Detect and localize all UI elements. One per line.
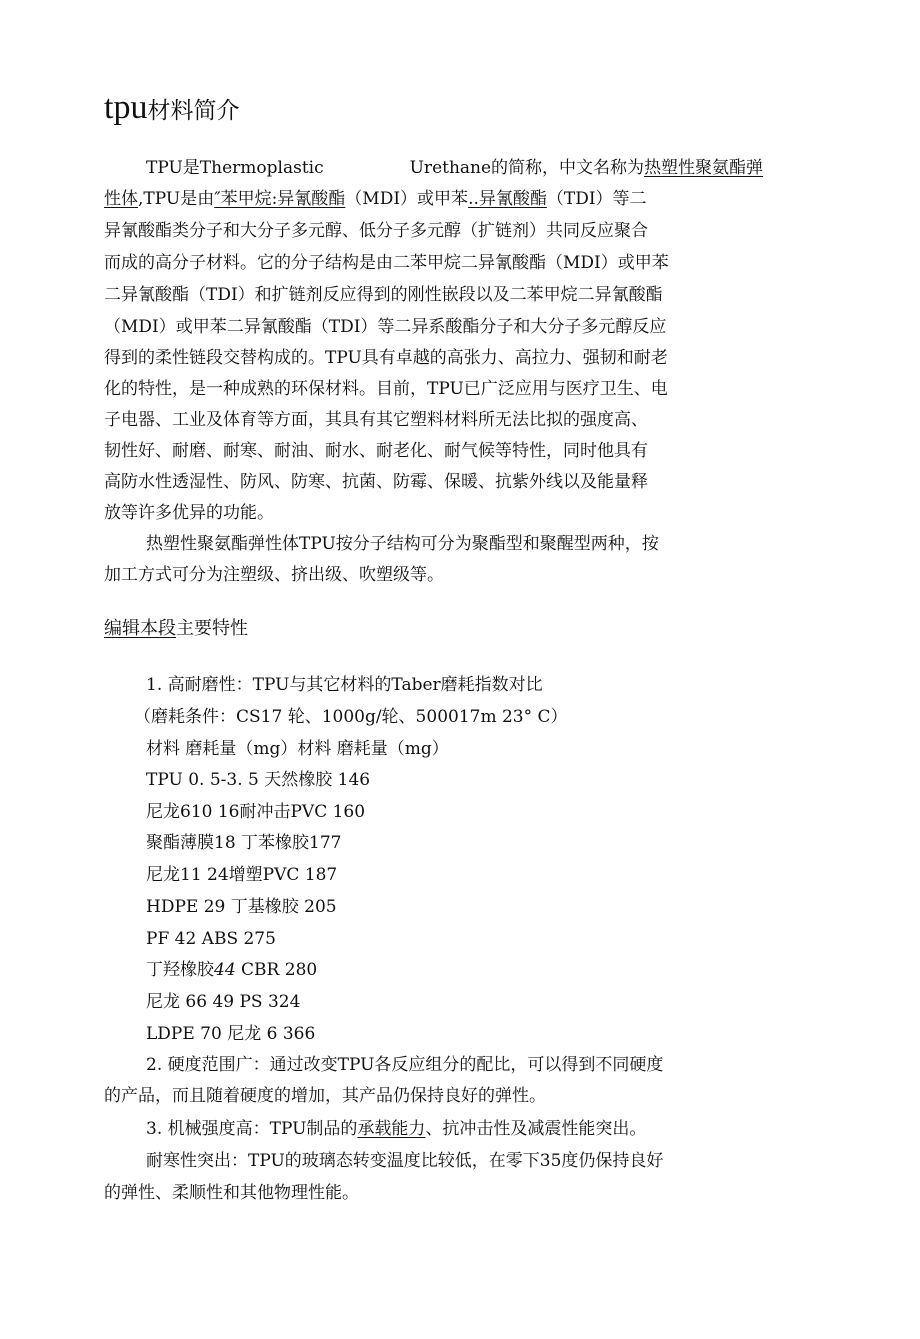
- edit-section-link[interactable]: 编辑本段: [104, 618, 176, 639]
- abrasion-table-row: LDPE 70 尼龙 6 366: [146, 1024, 316, 1044]
- section-heading: [104, 617, 248, 641]
- intro-text: ,TPU是由: [138, 189, 215, 209]
- feature-1-conditions: （磨耗条件：CS17 轮、1000g/轮、500017m 23° C）: [134, 707, 568, 727]
- abrasion-table-row: 尼龙 66 49 PS 324: [146, 992, 301, 1012]
- intro-line-9: 子电器、工业及体育等方面，其具有其它塑料材料所无法比拟的强度高、: [104, 410, 648, 430]
- intro-line-3: 异氰酸酯类分子和大分子多元醇、低分子多元醇（扩链剂）共同反应聚合: [104, 221, 648, 241]
- abrasion-table-row: HDPE 29 丁基橡胶 205: [146, 897, 337, 917]
- intro-line-11: 高防水性透湿性、防风、防寒、抗菌、防霉、保暖、抗紫外线以及能量释: [104, 472, 648, 492]
- link-tdi[interactable]: ..异氰酸酯: [468, 189, 547, 209]
- feature-3-line: [146, 1118, 646, 1140]
- abrasion-table-row: [146, 959, 317, 981]
- row-value: 44: [214, 960, 236, 980]
- intro-line-2: [104, 188, 647, 210]
- feature-4-line-2: 的弹性、柔顺性和其他物理性能。: [104, 1183, 359, 1203]
- title-latin: tpu: [104, 89, 148, 126]
- link-elastomer[interactable]: 性体: [104, 189, 138, 209]
- link-mdi[interactable]: ″苯甲烷:异氰酸酯: [214, 189, 346, 209]
- intro-line-8: 化的特性，是一种成熟的环保材料。目前，TPU已广泛应用与医疗卫生、电: [104, 379, 668, 399]
- intro-line-12: 放等许多优异的功能。: [104, 503, 274, 523]
- intro-line-4: 而成的高分子材料。它的分子结构是由二苯甲烷二异氰酸酯（MDI）或甲苯: [104, 253, 669, 273]
- feature-3-text: 3. 机械强度高：TPU制品的: [146, 1119, 358, 1139]
- abrasion-table-header: 材料 磨耗量（mg）材料 磨耗量（mg）: [146, 739, 449, 759]
- intro-text: TPU是Thermoplastic: [146, 158, 324, 178]
- row-text: 丁羟橡胶: [146, 960, 214, 980]
- paragraph-2-line-2: 加工方式可分为注塑级、挤出级、吹塑级等。: [104, 565, 444, 585]
- intro-line-5: 二异氰酸酯（TDI）和扩链剂反应得到的刚性嵌段以及二苯甲烷二异氰酸酯: [104, 285, 663, 305]
- row-text: CBR 280: [235, 960, 318, 980]
- abrasion-table-row: 尼龙610 16耐冲击PVC 160: [146, 802, 366, 822]
- intro-line-10: 韧性好、耐磨、耐寒、耐油、耐水、耐老化、耐气候等特性，同时他具有: [104, 441, 648, 461]
- feature-4-line-1: 耐寒性突出：TPU的玻璃态转变温度比较低，在零下35度仍保持良好: [146, 1151, 664, 1171]
- abrasion-table-row: PF 42 ABS 275: [146, 929, 276, 949]
- section-title: 主要特性: [176, 618, 248, 639]
- intro-text: （MDI）或甲苯: [345, 189, 469, 209]
- feature-1-title: 1. 高耐磨性：TPU与其它材料的Taber磨耗指数对比: [146, 675, 543, 695]
- feature-2-line-2: 的产品，而且随着硬度的增加，其产品仍保持良好的弹性。: [104, 1086, 546, 1106]
- abrasion-table-row: 聚酯薄膜18 丁苯橡胶177: [146, 833, 342, 853]
- intro-text: Urethane的简称，中文名称为: [409, 158, 645, 178]
- abrasion-table-row: TPU 0. 5-3. 5 天然橡胶 146: [146, 770, 371, 790]
- paragraph-2-line-1: 热塑性聚氨酯弹性体TPU按分子结构可分为聚酯型和聚醒型两种，按: [146, 534, 659, 554]
- feature-3-text: 、抗冲击性及减震性能突出。: [425, 1119, 647, 1139]
- title-cjk: 材料简介: [147, 98, 240, 124]
- link-load-capacity[interactable]: 承载能力: [357, 1119, 426, 1139]
- link-tpu-elastomer[interactable]: 热塑性聚氨酯弹: [644, 158, 764, 178]
- intro-text: （TDI）等二: [546, 189, 647, 209]
- abrasion-table-row: 尼龙11 24增塑PVC 187: [146, 865, 338, 885]
- feature-2-line-1: 2. 硬度范围广：通过改变TPU各反应组分的配比，可以得到不同硬度: [146, 1055, 664, 1075]
- intro-line-6: （MDI）或甲苯二异氰酸酯（TDI）等二异系酸酯分子和大分子多元醇反应: [104, 317, 667, 337]
- intro-line-7: 得到的柔性链段交替构成的。TPU具有卓越的高张力、高拉力、强韧和耐老: [104, 348, 668, 368]
- intro-line-1: [146, 157, 763, 179]
- document-title: [104, 88, 239, 131]
